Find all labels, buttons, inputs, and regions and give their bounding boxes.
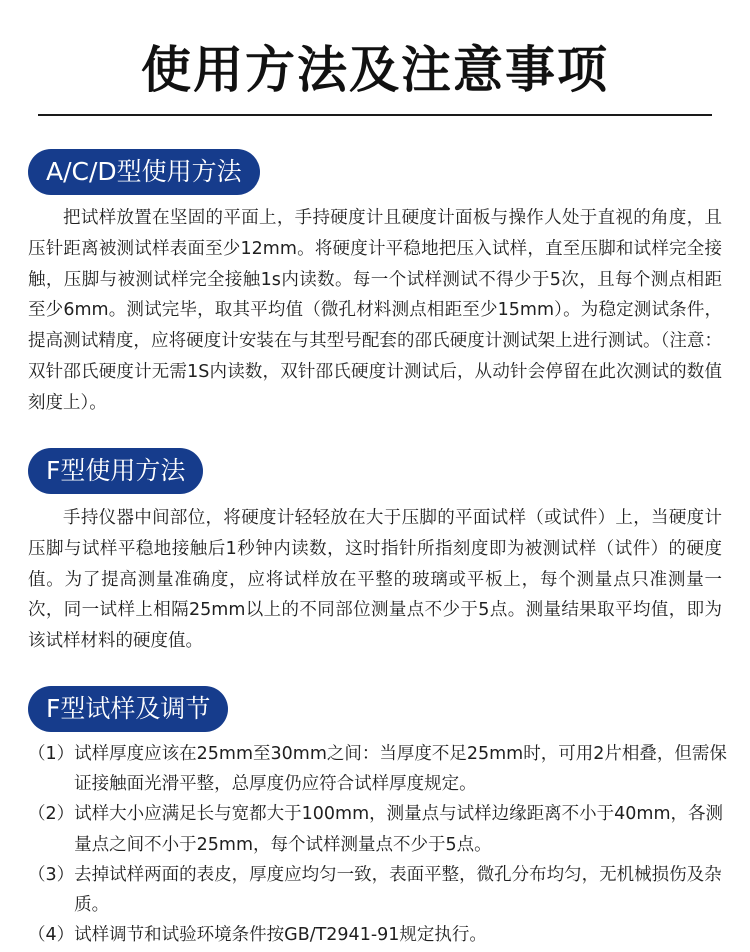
page-title: 使用方法及注意事项 bbox=[141, 41, 609, 99]
list-item-number: （4） bbox=[28, 925, 75, 946]
section-heading-f-usage: F型使用方法 bbox=[28, 448, 203, 494]
list-item-number: （2） bbox=[28, 804, 75, 825]
list-item bbox=[28, 739, 738, 799]
list-item-number: （3） bbox=[28, 864, 75, 885]
section-body-acd: 把试样放置在坚固的平面上，手持硬度计且硬度计面板与操作人处于直视的角度，且压针距离被测试样表面至少12mm。将硬度计平稳地把压入试样，直至压脚和试样完全接触，压脚与被测试样完全接触1s内读数。每一个试样测试不得少于5次，且每个测点相距至少6mm。测试完毕，取其平均值（微孔材料测点相距至少15mm）。为稳定测试条件，提高测试精度，应将硬度计安装在与其型号配套的邵氏硬度计测试架上进行测试。（注意：双针邵氏硬度计无需1S内读数，双针邵氏硬度计测试后，从动针会停留在此次测试的数值刻度上）。 bbox=[28, 208, 722, 413]
title-divider bbox=[38, 114, 712, 116]
section-heading-acd: A/C/D型使用方法 bbox=[28, 149, 260, 195]
list-item bbox=[28, 920, 738, 950]
section-heading-f-sample: F型试样及调节 bbox=[28, 686, 228, 732]
list-item bbox=[28, 860, 738, 920]
sample-requirements-list bbox=[28, 739, 738, 950]
section-body-f-usage: 手持仪器中间部位，将硬度计轻轻放在大于压脚的平面试样（或试件）上，当硬度计压脚与试样平稳地接触后1秒钟内读数，这时指针所指刻度即为被测试样（试件）的硬度值。为了提高测量准确度，应将试样放在平整的玻璃或平板上，每个测量点只准测量一次，同一试样上相隔25mm以上的不同部位测量点不少于5点。测量结果取平均值，即为该试样材料的硬度值。 bbox=[28, 508, 722, 652]
list-item-text: 试样大小应满足长与宽都大于100mm，测量点与试样边缘距离不小于40mm，各测量点之间不小于25mm，每个试样测量点不少于5点。 bbox=[74, 804, 723, 855]
list-item-text: 试样厚度应该在25mm至30mm之间：当厚度不足25mm时，可用2片相叠，但需保证接触面光滑平整，总厚度仍应符合试样厚度规定。 bbox=[74, 744, 727, 795]
list-item-text: 去掉试样两面的表皮，厚度应均匀一致，表面平整，微孔分布均匀，无机械损伤及杂质。 bbox=[74, 864, 722, 916]
list-item-text: 试样调节和试验环境条件按GB/T2941-91规定执行。 bbox=[74, 925, 487, 946]
list-item-number: （1） bbox=[28, 744, 75, 764]
list-item bbox=[28, 799, 738, 859]
